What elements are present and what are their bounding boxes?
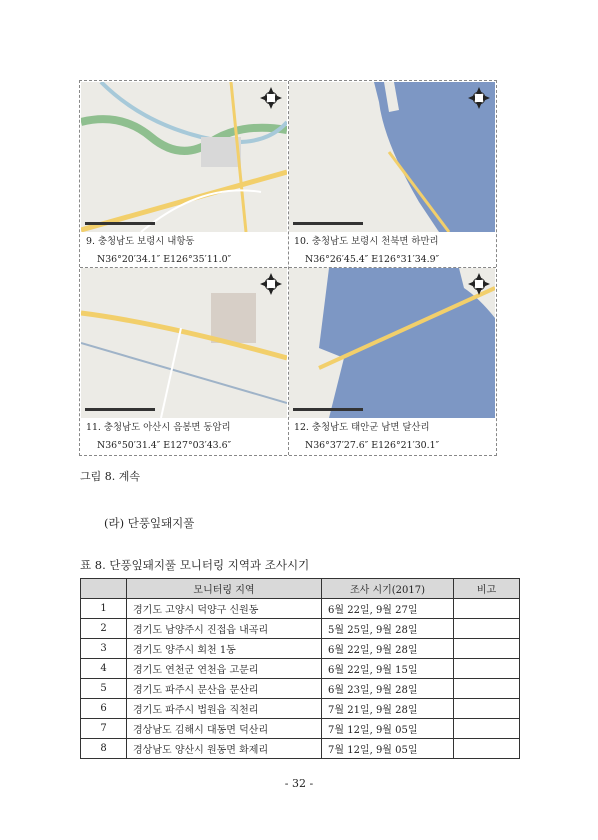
table-row — [81, 639, 520, 659]
row-date: 5월 25일, 9월 28일 — [322, 619, 454, 639]
row-region: 경기도 파주시 법원읍 직천리 — [127, 699, 322, 719]
map-image-12 — [289, 268, 495, 418]
table-row — [81, 599, 520, 619]
panel-11-caption — [86, 419, 286, 455]
panel-12-caption — [294, 419, 494, 455]
row-date: 7월 21일, 9월 28일 — [322, 699, 454, 719]
grid-divider-vertical — [288, 81, 289, 455]
row-number: 6 — [81, 699, 127, 719]
header-survey-period: 조사 시기(2017) — [322, 579, 454, 599]
row-date: 6월 23일, 9월 28일 — [322, 679, 454, 699]
panel-location: 충청남도 보령시 내항동 — [97, 236, 195, 247]
table-row — [81, 699, 520, 719]
panel-9-caption — [86, 233, 286, 269]
map-panel-10 — [288, 81, 496, 267]
row-date: 7월 12일, 9월 05일 — [322, 719, 454, 739]
map-9-svg — [81, 82, 287, 232]
figure-caption: 그림 8. 계속 — [80, 470, 140, 483]
row-note — [454, 659, 520, 679]
row-date: 6월 22일, 9월 27일 — [322, 599, 454, 619]
row-note — [454, 739, 520, 759]
scale-bar — [293, 222, 363, 225]
row-number: 7 — [81, 719, 127, 739]
table-header-row — [81, 579, 520, 599]
panel-coordinates: N36°26′45.4″ E126°31′34.9″ — [305, 254, 440, 265]
header-number — [81, 579, 127, 599]
table-row — [81, 659, 520, 679]
scale-bar — [85, 222, 155, 225]
row-number: 1 — [81, 599, 127, 619]
row-region: 경기도 남양주시 진접읍 내곡리 — [127, 619, 322, 639]
table-row — [81, 739, 520, 759]
panel-number: 11. — [86, 422, 101, 433]
row-number: 4 — [81, 659, 127, 679]
row-region: 경기도 고양시 덕양구 신원동 — [127, 599, 322, 619]
map-panel-12 — [288, 267, 496, 455]
scale-bar — [85, 408, 155, 411]
grid-divider-horizontal — [80, 267, 496, 268]
panel-coordinates: N36°50′31.4″ E127°03′43.6″ — [97, 440, 232, 451]
row-note — [454, 699, 520, 719]
panel-number: 12. — [294, 422, 309, 433]
row-date: 7월 12일, 9월 05일 — [322, 739, 454, 759]
row-note — [454, 619, 520, 639]
row-number: 3 — [81, 639, 127, 659]
row-date: 6월 22일, 9월 28일 — [322, 639, 454, 659]
map-panel-11 — [80, 267, 288, 455]
panel-number: 10. — [294, 236, 309, 247]
map-12-svg — [289, 268, 495, 418]
panel-10-caption — [294, 233, 494, 269]
table-row — [81, 719, 520, 739]
row-number: 2 — [81, 619, 127, 639]
panel-location: 충청남도 보령시 천북면 하만리 — [311, 236, 439, 247]
monitoring-table — [80, 578, 520, 759]
section-subheading: (라) 단풍잎돼지풀 — [104, 516, 195, 530]
map-image-11 — [81, 268, 287, 418]
panel-number: 9. — [86, 236, 95, 247]
row-region: 경기도 연천군 연천읍 고문리 — [127, 659, 322, 679]
row-number: 5 — [81, 679, 127, 699]
header-region: 모니터링 지역 — [127, 579, 322, 599]
scale-bar — [293, 408, 363, 411]
map-figure-grid — [79, 80, 497, 456]
map-image-10 — [289, 82, 495, 232]
row-note — [454, 679, 520, 699]
table-row — [81, 619, 520, 639]
row-note — [454, 599, 520, 619]
header-note: 비고 — [454, 579, 520, 599]
table-row — [81, 679, 520, 699]
row-region: 경기도 양주시 회천 1동 — [127, 639, 322, 659]
map-image-9 — [81, 82, 287, 232]
row-number: 8 — [81, 739, 127, 759]
row-region: 경기도 파주시 문산읍 문산리 — [127, 679, 322, 699]
map-11-svg — [81, 268, 287, 418]
panel-location: 충청남도 태안군 남면 달산리 — [311, 422, 430, 433]
row-note — [454, 639, 520, 659]
panel-coordinates: N36°37′27.6″ E126°21′30.1″ — [305, 440, 440, 451]
map-panel-9 — [80, 81, 288, 267]
row-date: 6월 22일, 9월 15일 — [322, 659, 454, 679]
row-region: 경상남도 양산시 원동면 화제리 — [127, 739, 322, 759]
row-region: 경상남도 김해시 대동면 덕산리 — [127, 719, 322, 739]
row-note — [454, 719, 520, 739]
panel-location: 충청남도 아산시 음봉면 동암리 — [103, 422, 231, 433]
page-number: - 32 - — [284, 777, 314, 790]
map-10-svg — [289, 82, 495, 232]
panel-coordinates: N36°20′34.1″ E126°35′11.0″ — [97, 254, 232, 265]
table-title: 표 8. 단풍잎돼지풀 모니터링 지역과 조사시기 — [80, 558, 310, 572]
